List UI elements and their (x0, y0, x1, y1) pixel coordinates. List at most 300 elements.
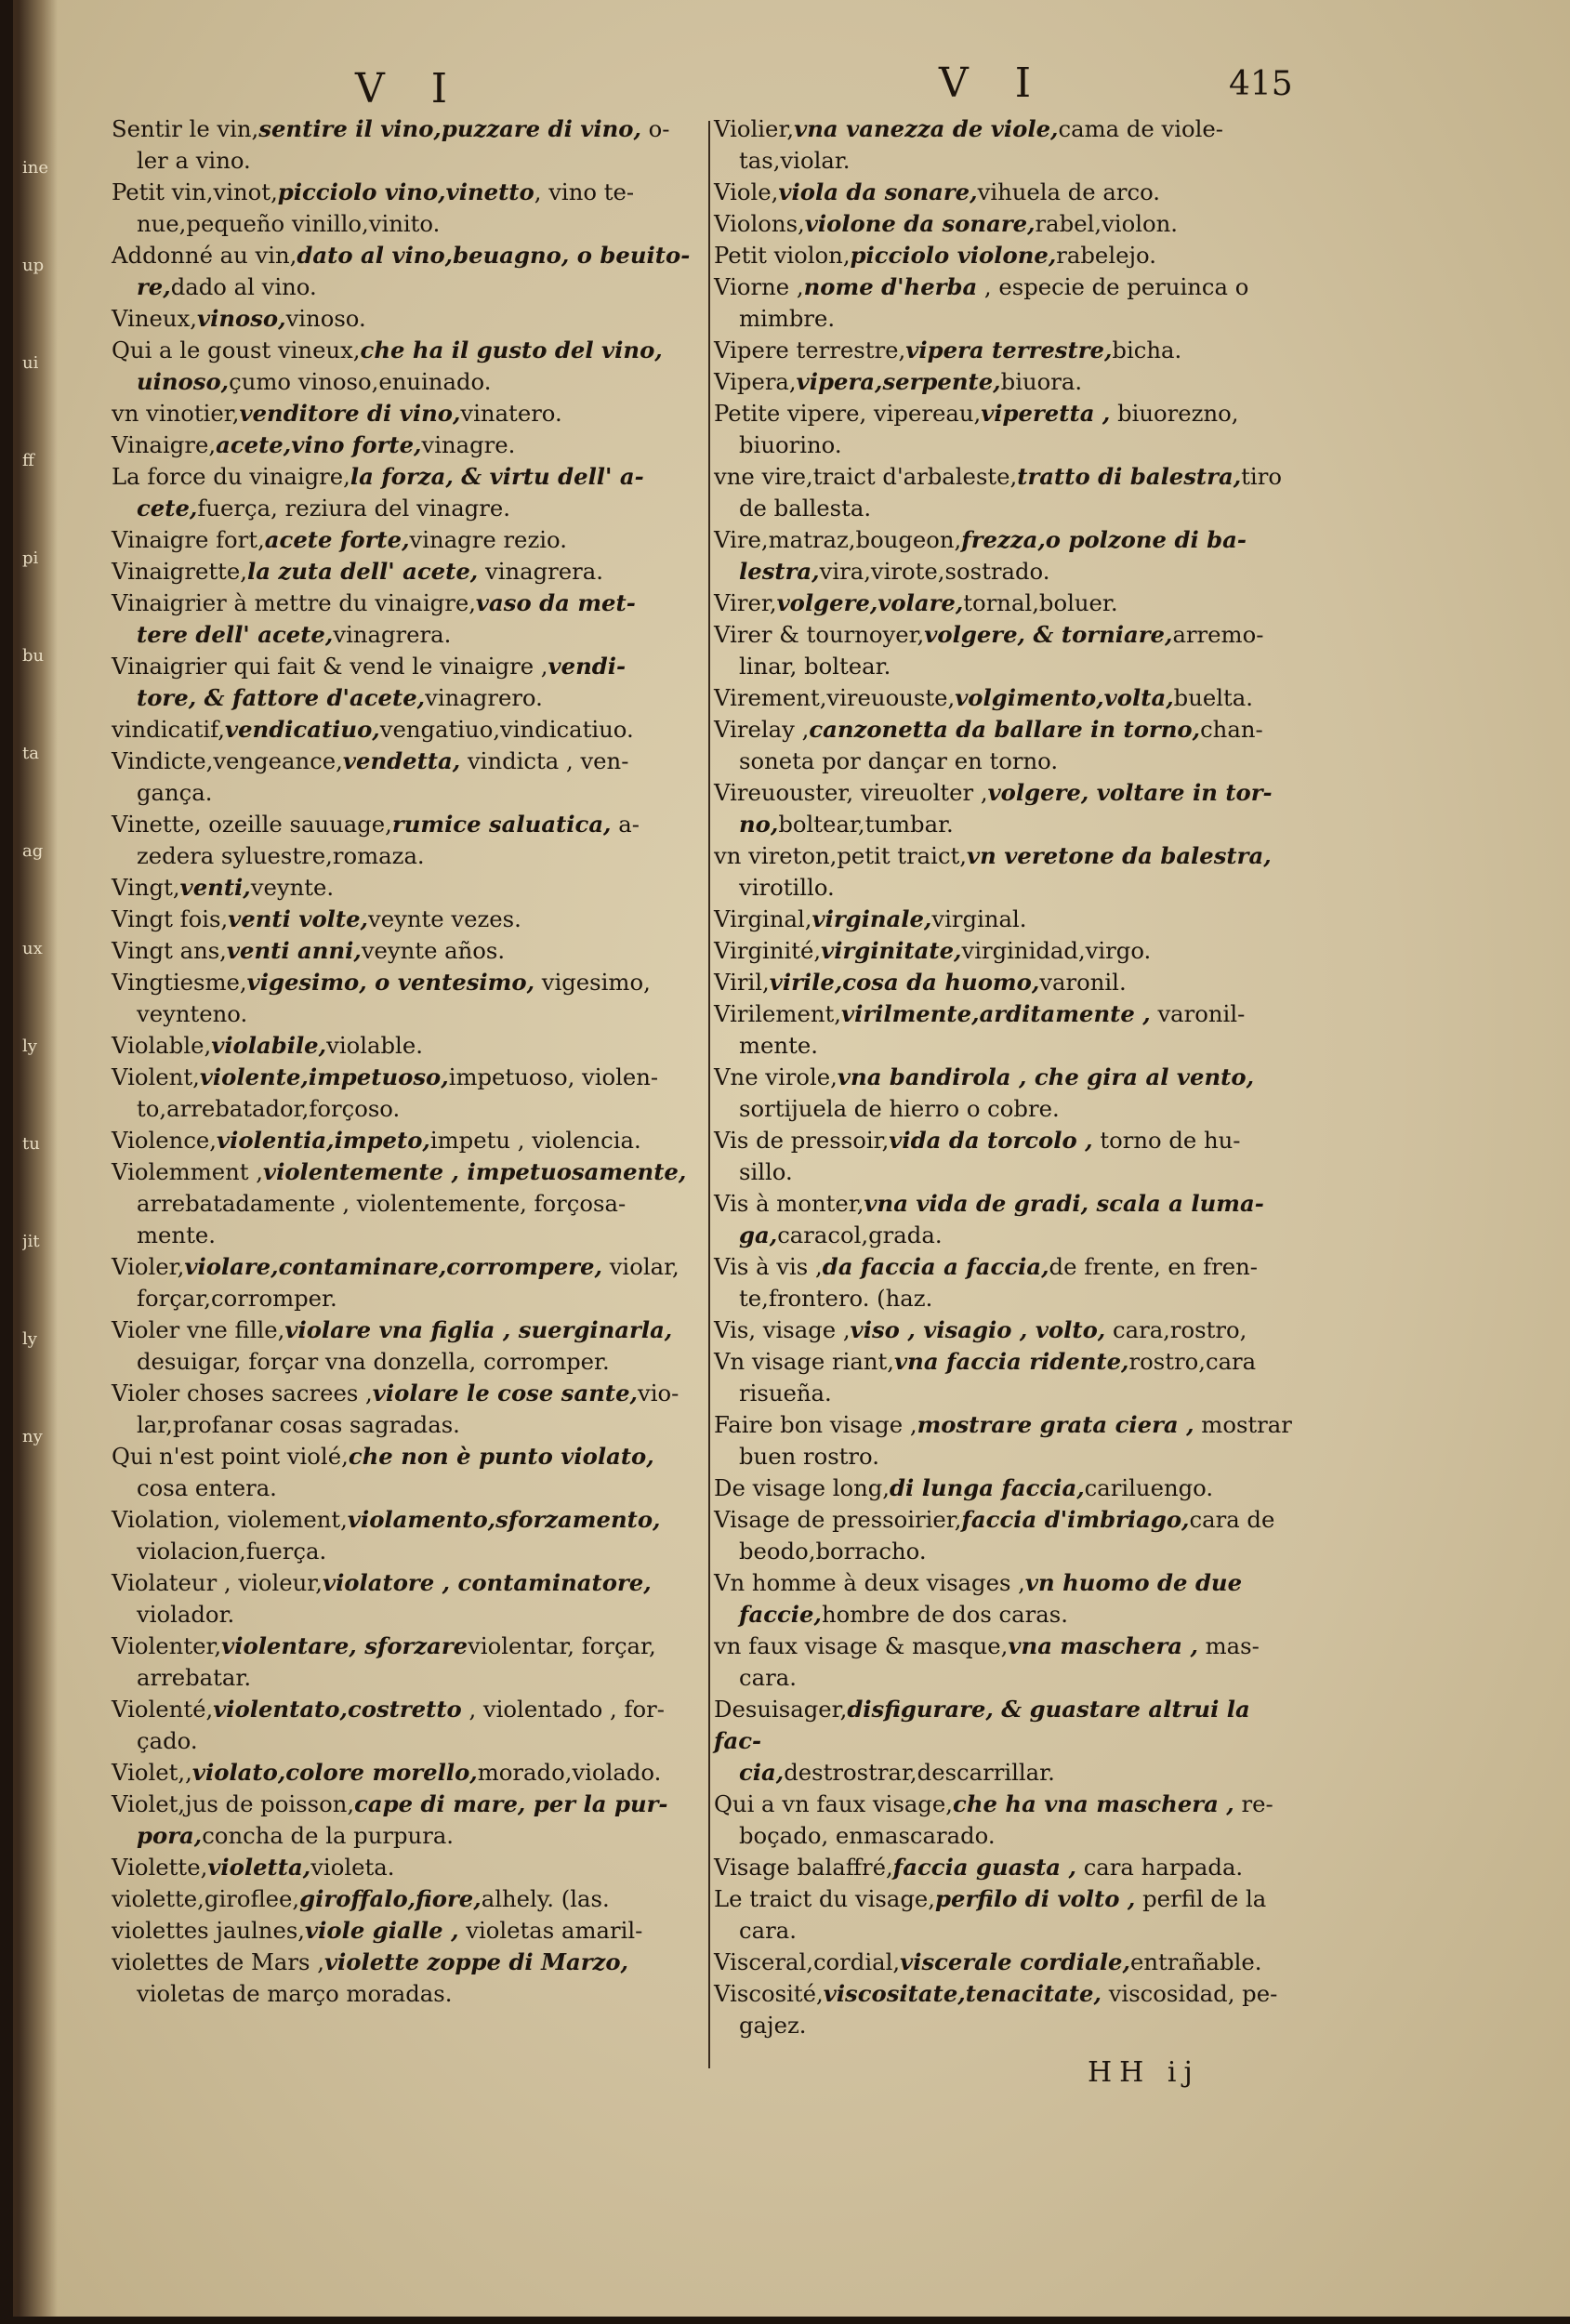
italian-text: violare vna figlia , suerginarla, (284, 1316, 673, 1343)
italian-text: volgimento,volta, (955, 684, 1174, 711)
dictionary-line (112, 556, 697, 588)
spanish-text: vinagre rezio. (409, 526, 567, 553)
french-text: Violation, violement, (112, 1506, 348, 1533)
french-text: Visage de pressoirier, (714, 1506, 962, 1533)
italian-text: violentare, sforzare (221, 1632, 468, 1659)
italian-text: cete, (137, 495, 198, 522)
spanish-text: tiro (1241, 463, 1282, 490)
spanish-text: violar, (601, 1253, 679, 1280)
italian-text: virile,cosa da huomo, (769, 969, 1040, 996)
dictionary-line (112, 1188, 697, 1220)
french-text: Violer choses sacrees , (112, 1380, 373, 1406)
french-text: Vinette, ozeille sauuage, (112, 811, 392, 838)
dictionary-line (112, 1472, 697, 1504)
dictionary-line (112, 1725, 697, 1757)
italian-text: violentemente , impetuosamente, (262, 1158, 687, 1185)
dictionary-line (112, 1093, 697, 1125)
page-number: 415 (1229, 65, 1293, 103)
french-text: Virilement, (714, 1000, 841, 1027)
spanish-text: biuora. (1000, 368, 1083, 395)
italian-text: sentire il vino,puzzare di vino, (258, 115, 641, 142)
french-text: gança. (137, 779, 213, 806)
french-text: veynteno. (137, 1000, 248, 1027)
dictionary-line (714, 1504, 1301, 1536)
spanish-text: vigesimo, (534, 969, 651, 996)
dictionary-line (112, 1599, 697, 1631)
spanish-text: destrostrar,descarrillar. (784, 1759, 1055, 1786)
french-text: Vindicte,vengeance, (112, 747, 343, 774)
french-text: gajez. (739, 2012, 807, 2039)
dictionary-line (714, 145, 1301, 177)
italian-text: violare,contaminare,corrompere, (184, 1253, 602, 1280)
french-text: Vis, visage , (714, 1316, 851, 1343)
french-text: Visceral,cordial, (714, 1948, 901, 1975)
italian-text: vendi- (548, 653, 627, 680)
french-text: Violette, (112, 1854, 208, 1881)
spanish-text: mostrar (1194, 1411, 1292, 1438)
french-text: sillo. (739, 1158, 793, 1185)
gutter-fragment: tu (22, 1134, 40, 1154)
french-text: Virement,vireuouste, (714, 684, 956, 711)
dictionary-line (714, 208, 1301, 240)
dictionary-line (112, 1378, 697, 1409)
french-text: mente. (739, 1032, 818, 1059)
french-text: Viril, (714, 969, 770, 996)
spanish-text: cama de viole- (1058, 115, 1223, 142)
italian-text: re, (137, 273, 171, 300)
french-text: Violet,jus de poisson, (112, 1790, 355, 1817)
italian-text: tratto di balestra, (1017, 463, 1242, 490)
spanish-text: chan- (1200, 716, 1263, 743)
french-text: sortijuela de hierro o cobre. (739, 1095, 1060, 1122)
french-text: zedera syluestre,romaza. (137, 842, 425, 869)
dictionary-line (112, 651, 697, 682)
dictionary-line (714, 1852, 1301, 1883)
gutter-fragment: up (22, 256, 45, 275)
italian-text: vna vanezza de viole, (794, 115, 1059, 142)
french-text: desuigar, forçar vna donzella, corromper. (137, 1348, 610, 1375)
spanish-text: dado al vino. (170, 273, 317, 300)
dictionary-line (112, 998, 697, 1030)
spanish-text: vinoso. (285, 305, 366, 332)
dictionary-line (112, 113, 697, 145)
dictionary-line (112, 524, 697, 556)
dictionary-line (714, 1978, 1301, 2010)
spanish-text: , especie de peruinca o (977, 273, 1249, 300)
spanish-text: violentar, forçar, (468, 1632, 656, 1659)
italian-text: vida da torcolo , (889, 1127, 1093, 1154)
italian-text: vna bandirola , che gira al vento, (837, 1063, 1255, 1090)
gutter-fragment: bu (22, 646, 45, 666)
spanish-text: arremo- (1172, 621, 1264, 648)
dictionary-line (714, 1757, 1301, 1789)
spanish-text: rabel,violon. (1035, 210, 1178, 237)
italian-text: canzonetta da ballare in torno, (809, 716, 1201, 743)
italian-text: venti anni, (226, 937, 362, 964)
french-text: Vinaigrette, (112, 558, 247, 585)
dictionary-line (714, 335, 1301, 366)
dictionary-line (112, 398, 697, 429)
french-text: Virer & tournoyer, (714, 621, 925, 648)
dictionary-line (112, 588, 697, 619)
dictionary-line (714, 746, 1301, 777)
italian-text: ga, (739, 1221, 778, 1248)
italian-text: tere dell' acete, (137, 621, 334, 648)
spanish-text: violetas amaril- (458, 1917, 643, 1944)
french-text: Vipera, (714, 368, 797, 395)
french-text: La force du vinaigre, (112, 463, 350, 490)
dictionary-line (112, 461, 697, 493)
dictionary-line (714, 113, 1301, 145)
french-text: risueña. (739, 1380, 832, 1406)
spanish-text: mas- (1197, 1632, 1260, 1659)
dictionary-line (112, 1694, 697, 1725)
dictionary-line (714, 1947, 1301, 1978)
french-text: Vne virole, (714, 1063, 838, 1090)
dictionary-line (112, 1662, 697, 1694)
spanish-text: impetu , violencia. (429, 1127, 641, 1154)
spanish-text: vengatiuo,vindicatiuo. (379, 716, 634, 743)
french-text: Virginal, (714, 905, 812, 932)
spanish-text: concha de la purpura. (202, 1822, 455, 1849)
spanish-text: o- (640, 115, 670, 142)
italian-text: vna maschera , (1008, 1632, 1198, 1659)
dictionary-line (112, 1947, 697, 1978)
italian-text: violabile, (211, 1032, 327, 1059)
dictionary-line (112, 714, 697, 746)
french-text: Petite vipere, vipereau, (714, 400, 982, 427)
dictionary-line (112, 872, 697, 904)
dictionary-line (714, 619, 1301, 651)
dictionary-line (714, 998, 1301, 1030)
spanish-text: vihuela de arco. (977, 178, 1161, 205)
french-text: ler a vino. (137, 147, 251, 174)
dictionary-line (714, 714, 1301, 746)
dictionary-line (714, 777, 1301, 809)
dictionary-line (714, 1915, 1301, 1947)
french-text: Virginité, (714, 937, 822, 964)
dictionary-line (714, 1030, 1301, 1062)
dictionary-line (112, 177, 697, 208)
gutter-fragment: ff (22, 451, 34, 470)
french-text: beodo,borracho. (739, 1538, 927, 1565)
spanish-text: perfil de la (1135, 1885, 1267, 1912)
dictionary-line (112, 619, 697, 651)
french-text: Vis à monter, (714, 1190, 864, 1217)
gutter-fragment: ny (22, 1427, 43, 1446)
french-text: Viorne , (714, 273, 804, 300)
french-text: vindicatif, (112, 716, 225, 743)
italian-text: faccia guasta , (892, 1854, 1076, 1881)
french-text: vn vireton,petit traict, (714, 842, 968, 869)
french-text: cosa entera. (137, 1474, 277, 1501)
spanish-text: çumo vinoso,enuinado. (229, 368, 492, 395)
dictionary-line (714, 1883, 1301, 1915)
french-text: Qui a vn faux visage, (714, 1790, 954, 1817)
spanish-text: boltear,tumbar. (778, 811, 954, 838)
dictionary-line (714, 1599, 1301, 1631)
italian-text: faccie, (739, 1601, 822, 1628)
dictionary-line (112, 1314, 697, 1346)
italian-text: faccia d'imbriago, (961, 1506, 1190, 1533)
italian-text: venti volte, (228, 905, 369, 932)
italian-text: virilmente,arditamente , (840, 1000, 1151, 1027)
italian-text: violente,impetuoso, (199, 1063, 449, 1090)
dictionary-line (112, 904, 697, 935)
gutter-fragment: ine (22, 158, 49, 178)
french-text: vn vinotier, (112, 400, 240, 427)
dictionary-line (714, 493, 1301, 524)
italian-text: acete,vino forte, (216, 431, 422, 458)
spanish-text: , violentado , for- (461, 1696, 665, 1723)
french-text: Vis à vis , (714, 1253, 823, 1280)
french-text: Violence, (112, 1127, 218, 1154)
dictionary-line (714, 1378, 1301, 1409)
spanish-text: alhely. (las. (481, 1885, 610, 1912)
french-text: linar, boltear. (739, 653, 891, 680)
spanish-text: vinagrera. (478, 558, 603, 585)
dictionary-line (714, 240, 1301, 271)
dictionary-line (714, 1789, 1301, 1820)
italian-text: volgere,volare, (776, 589, 964, 616)
french-text: Virelay , (714, 716, 810, 743)
dictionary-line (714, 1536, 1301, 1567)
dictionary-line (112, 1283, 697, 1314)
dictionary-line (112, 145, 697, 177)
binding-gutter (19, 0, 58, 2317)
french-text: forçar,corromper. (137, 1285, 337, 1312)
running-head-left: V I (355, 65, 465, 112)
french-text: Violons, (714, 210, 805, 237)
dictionary-line (714, 1062, 1301, 1093)
italian-text: pora, (137, 1822, 203, 1849)
italian-text: viola da sonare, (778, 178, 978, 205)
spanish-text: caracol,grada. (777, 1221, 943, 1248)
dictionary-line (714, 461, 1301, 493)
dictionary-line (112, 1631, 697, 1662)
italian-text: che ha vna maschera , (953, 1790, 1234, 1817)
spanish-text: biuorezno, (1110, 400, 1239, 427)
french-text: Viole, (714, 178, 779, 205)
book-page (13, 0, 1570, 2317)
french-text: Violer vne fille, (112, 1316, 285, 1343)
italian-text: disfigurare, & guastare altrui la fac- (714, 1696, 1250, 1754)
italian-text: violare le cose sante, (372, 1380, 638, 1406)
dictionary-line (714, 398, 1301, 429)
italian-text: venditore di vino, (239, 400, 461, 427)
spanish-text: , vino te- (534, 178, 635, 205)
italian-text: vna vida de gradi, scala a luma- (864, 1190, 1264, 1217)
italian-text: dato al vino,beuagno, o beuito- (297, 242, 691, 269)
french-text: Vinaigre fort, (112, 526, 265, 553)
running-head-right: V I (939, 59, 1049, 107)
spanish-text: a- (611, 811, 640, 838)
spanish-text: fuerça, reziura del vinagre. (197, 495, 510, 522)
spanish-text: varonil. (1039, 969, 1127, 996)
dictionary-line (112, 809, 697, 840)
italian-text: viscerale cordiale, (900, 1948, 1130, 1975)
french-text: Vingtiesme, (112, 969, 247, 996)
italian-text: violetta, (207, 1854, 311, 1881)
italian-text: perfilo di volto , (935, 1885, 1136, 1912)
gutter-fragment: ux (22, 939, 43, 958)
italian-text: viperetta , (981, 400, 1111, 427)
french-text: nue,pequeño vinillo,vinito. (137, 210, 441, 237)
french-text: cara. (739, 1664, 797, 1691)
italian-text: di lunga faccia, (890, 1474, 1085, 1501)
dictionary-line (714, 1314, 1301, 1346)
dictionary-line (112, 1062, 697, 1093)
dictionary-line (112, 935, 697, 967)
dictionary-line (714, 177, 1301, 208)
french-text: Qui n'est point violé, (112, 1443, 349, 1470)
spanish-text: bicha. (1112, 337, 1182, 363)
french-text: mimbre. (739, 305, 836, 332)
italian-text: uinoso, (137, 368, 230, 395)
italian-text: vendicatiuo, (224, 716, 380, 743)
french-text: to,arrebatador,forçoso. (137, 1095, 401, 1122)
french-text: Violable, (112, 1032, 212, 1059)
italian-text: violamento,sforzamento, (347, 1506, 661, 1533)
italian-text: che non è punto violato, (348, 1443, 654, 1470)
italian-text: vipera,serpente, (796, 368, 1001, 395)
italian-text: no, (739, 811, 779, 838)
italian-text: vipera terrestre, (905, 337, 1113, 363)
french-text: Vipere terrestre, (714, 337, 906, 363)
italian-text: vn huomo de due (1024, 1569, 1243, 1596)
french-text: vn faux visage & masque, (714, 1632, 1009, 1659)
french-text: Addonné au vin, (112, 242, 297, 269)
italian-text: la forza, & virtu dell' a- (350, 463, 644, 490)
italian-text: acete forte, (264, 526, 410, 553)
spanish-text: impetuoso, violen- (448, 1063, 659, 1090)
spanish-text: re- (1234, 1790, 1273, 1817)
french-text: Vn visage riant, (714, 1348, 895, 1375)
italian-text: giroffalo,fiore, (299, 1885, 482, 1912)
french-text: Le traict du visage, (714, 1885, 935, 1912)
french-text: Vinaigrier à mettre du vinaigre, (112, 589, 476, 616)
dictionary-line (112, 208, 697, 240)
french-text: Violier, (714, 115, 795, 142)
dictionary-line (714, 1694, 1301, 1757)
french-text: Vingt, (112, 874, 180, 901)
french-text: tas,violar. (739, 147, 851, 174)
dictionary-line (714, 967, 1301, 998)
italian-text: viscositate,tenacitate, (823, 1980, 1102, 2007)
dictionary-line (714, 429, 1301, 461)
dictionary-line (112, 682, 697, 714)
french-text: violacion,fuerça. (137, 1538, 327, 1565)
french-text: Violet,, (112, 1759, 192, 1786)
dictionary-line (714, 1567, 1301, 1599)
dictionary-line (112, 493, 697, 524)
right-column (714, 113, 1301, 2041)
italian-text: violatore , contaminatore, (322, 1569, 652, 1596)
italian-text: vn veretone da balestra, (967, 842, 1272, 869)
dictionary-line (112, 1820, 697, 1852)
italian-text: violentato,costretto (213, 1696, 462, 1723)
gutter-fragment: jit (22, 1232, 40, 1251)
dictionary-line (714, 1156, 1301, 1188)
french-text: Violenter, (112, 1632, 222, 1659)
italian-text: picciolo vino,vinetto (277, 178, 534, 205)
french-text: Vingt fois, (112, 905, 229, 932)
french-text: Vireuouster, vireuolter , (714, 779, 988, 806)
french-text: violette,giroflee, (112, 1885, 300, 1912)
dictionary-line (112, 1504, 697, 1536)
italian-text: picciolo violone, (850, 242, 1057, 269)
dictionary-line (112, 777, 697, 809)
french-text: Petit vin,vinot, (112, 178, 278, 205)
italian-text: vigesimo, o ventesimo, (246, 969, 535, 996)
spanish-text: vinatero. (460, 400, 562, 427)
dictionary-line (112, 1536, 697, 1567)
spanish-text: violable. (326, 1032, 423, 1059)
dictionary-line (714, 682, 1301, 714)
dictionary-line (714, 935, 1301, 967)
signature-mark: HH ij (1088, 2056, 1200, 2089)
dictionary-line (714, 1662, 1301, 1694)
dictionary-line (714, 1093, 1301, 1125)
dictionary-line (714, 1472, 1301, 1504)
dictionary-line (112, 967, 697, 998)
spanish-text: cara,rostro, (1105, 1316, 1247, 1343)
dictionary-line (714, 651, 1301, 682)
french-text: cara. (739, 1917, 797, 1944)
french-text: Violenté, (112, 1696, 214, 1723)
french-text: Vn homme à deux visages , (714, 1569, 1025, 1596)
dictionary-line (112, 1883, 697, 1915)
french-text: virotillo. (739, 874, 835, 901)
french-text: Sentir le vin, (112, 115, 259, 142)
dictionary-line (714, 271, 1301, 303)
spanish-text: tornal,boluer. (963, 589, 1118, 616)
italian-text: volgere, & torniare, (924, 621, 1173, 648)
gutter-fragment: ui (22, 353, 39, 373)
spanish-text: cara de (1189, 1506, 1275, 1533)
dictionary-line (112, 1757, 697, 1789)
italian-text: vaso da met- (475, 589, 636, 616)
gutter-fragment: pi (22, 548, 39, 568)
french-text: Visage balaffré, (714, 1854, 893, 1881)
spanish-text: cara harpada. (1075, 1854, 1244, 1881)
dictionary-line (112, 1346, 697, 1378)
spanish-text: veynte años. (361, 937, 506, 964)
italian-text: violato,colore morello, (191, 1759, 478, 1786)
dictionary-line (112, 1852, 697, 1883)
french-text: çado. (137, 1727, 198, 1754)
dictionary-line (714, 1220, 1301, 1251)
dictionary-line (112, 840, 697, 872)
french-text: Faire bon visage , (714, 1411, 917, 1438)
dictionary-line (112, 1156, 697, 1188)
italian-text: viole gialle , (305, 1917, 459, 1944)
column-rule (708, 121, 710, 2068)
dictionary-line (714, 588, 1301, 619)
dictionary-line (714, 1125, 1301, 1156)
french-text: de ballesta. (739, 495, 872, 522)
dictionary-line (112, 303, 697, 335)
italian-text: violette zoppe di Marzo, (323, 1948, 629, 1975)
dictionary-line (112, 1978, 697, 2010)
dictionary-line (112, 1125, 697, 1156)
french-text: violettes de Mars , (112, 1948, 324, 1975)
french-text: te,frontero. (haz. (739, 1285, 933, 1312)
dictionary-line (714, 556, 1301, 588)
french-text: Vire,matraz,bougeon, (714, 526, 962, 553)
italian-text: rumice saluatica, (391, 811, 612, 838)
dictionary-line (112, 1220, 697, 1251)
